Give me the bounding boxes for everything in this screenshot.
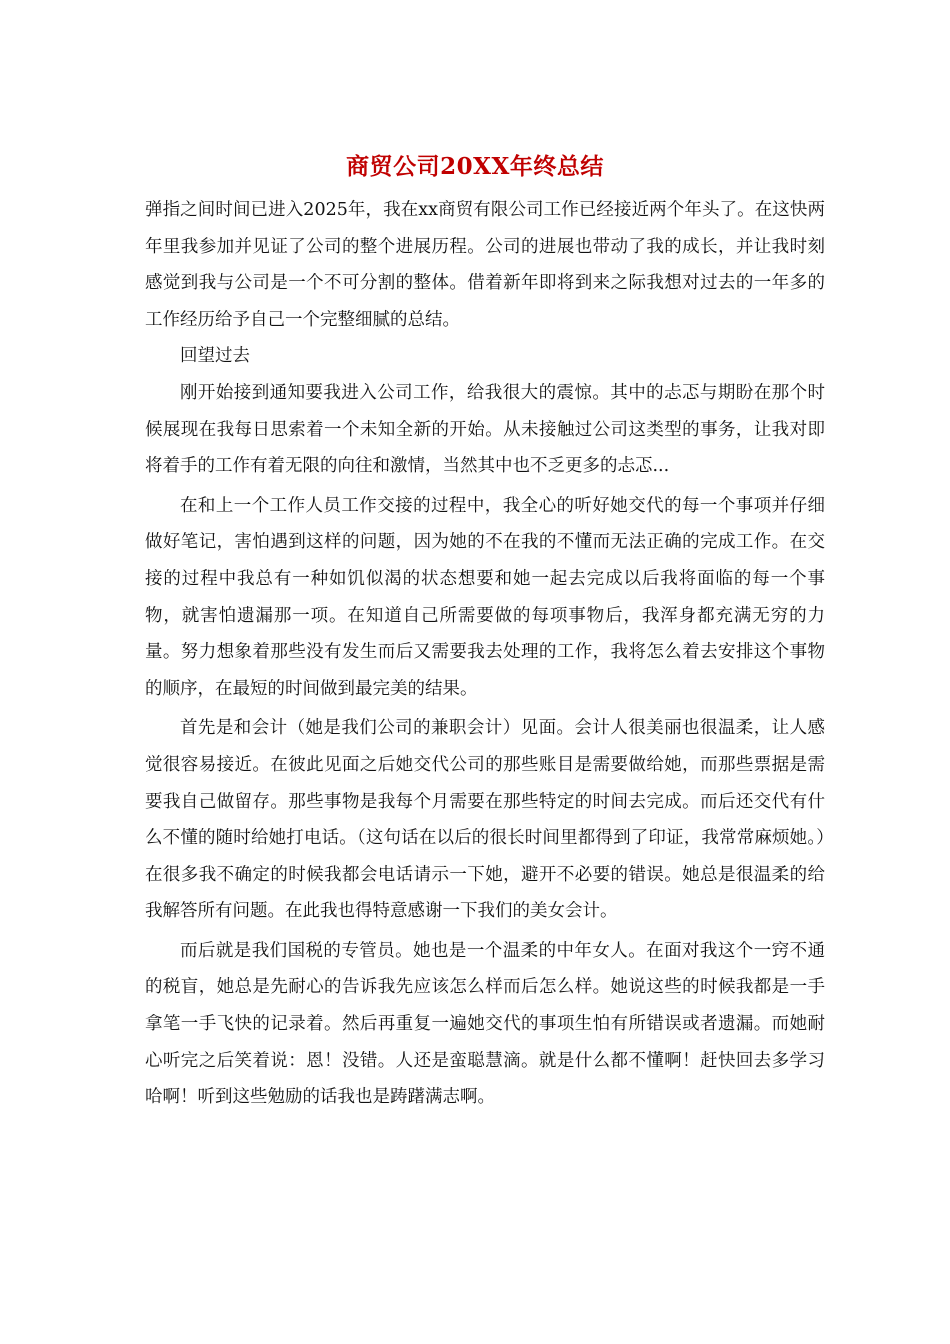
paragraph-accountant: 首先是和会计（她是我们公司的兼职会计）见面。会计人很美丽也很温柔，让人感觉很容易接近。在彼此见面之后她交代公司的那些账目是需要做给她，而那些票据是需要我自己做留存。那些事物是我每个月需要在那些特定的时间去完成。而后还交代有什么不懂的随时给她打电话。（这句话在以后的很长时间里都得到了印证，我常常麻烦她。）在很多我不确定的时候我都会电话请示一下她，避开不必要的错误。她总是很温柔的给我解答所有问题。在此我也得特意感谢一下我们的美女会计。 (145, 718, 825, 922)
document-body (145, 192, 825, 1116)
paragraph-start: 刚开始接到通知要我进入公司工作，给我很大的震惊。其中的忐忑与期盼在那个时候展现在我每日思索着一个未知全新的开始。从未接触过公司这类型的事务，让我对即将着手的工作有着无限的向往和激情，当然其中也不乏更多的忐忑... (145, 382, 825, 477)
paragraph-intro: 弹指之间时间已进入2025年，我在xx商贸有限公司工作已经接近两个年头了。在这快两年里我参加并见证了公司的整个进展历程。公司的进展也带动了我的成长，并让我时刻感觉到我与公司是一个不可分割的整体。借着新年即将到来之际我想对过去的一年多的工作经历给予自己一个完整细腻的总结。 (145, 200, 825, 330)
document-title: 商贸公司20XX年终总结 (346, 153, 604, 180)
section-heading-review: 回望过去 (180, 346, 250, 367)
paragraph-tax-officer: 而后就是我们国税的专管员。她也是一个温柔的中年女人。在面对我这个一窍不通的税盲，她总是先耐心的告诉我先应该怎么样而后怎么样。她说这些的时候我都是一手拿笔一手飞快的记录着。然后再重复一遍她交代的事项生怕有所错误或者遗漏。而她耐心听完之后笑着说：恩！没错。人还是蛮聪慧滴。就是什么都不懂啊！赶快回去多学习哈啊！听到这些勉励的话我也是踌躇满志啊。 (145, 940, 825, 1108)
paragraph-handover: 在和上一个工作人员工作交接的过程中，我全心的听好她交代的每一个事项并仔细做好笔记，害怕遇到这样的问题，因为她的不在我的不懂而无法正确的完成工作。在交接的过程中我总有一种如饥似渴的状态想要和她一起去完成以后我将面临的每一个事物，就害怕遗漏那一项。在知道自己所需要做的每项事物后，我浑身都充满无穷的力量。努力想象着那些没有发生而后又需要我去处理的工作，我将怎么着去安排这个事物的顺序，在最短的时间做到最完美的结果。 (145, 495, 825, 699)
